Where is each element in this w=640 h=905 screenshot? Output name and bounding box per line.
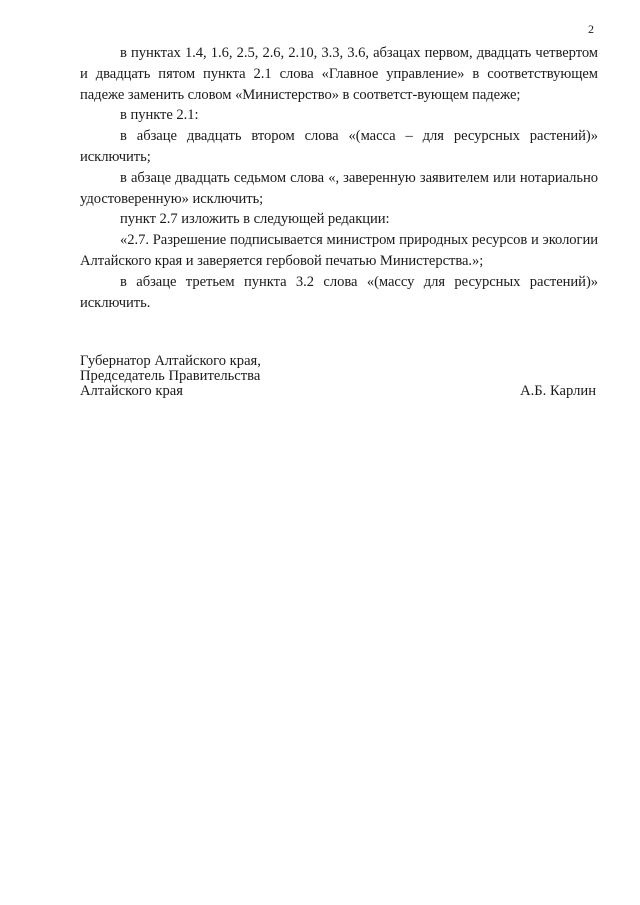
document-body: [80, 43, 598, 313]
paragraph-item-2-7-intro: пункт 2.7 изложить в следующей редакции:: [120, 211, 390, 228]
signature-title-line-3: Алтайского края: [80, 383, 183, 399]
paragraph-abzac-27: в абзаце двадцать седьмом слова «, заверенную заявителем или нотариально удостоверенную» исключить;: [80, 169, 598, 207]
signatory-name: А.Б. Карлин: [520, 383, 596, 399]
paragraph-replace-terms: в пунктах 1.4, 1.6, 2.5, 2.6, 2.10, 3.3, 3.6, абзацах первом, двадцать четвертом и двадцать пятом пункта 2.1 слова «Главное управление» в соответствующем падеже заменить словом «Министерство» в соответст-вующем падеже;: [80, 45, 598, 103]
signature-block: [80, 354, 598, 399]
paragraph-item-2-1: в пункте 2.1:: [120, 107, 199, 124]
signature-title-line-1: Губернатор Алтайского края,: [80, 353, 261, 369]
paragraph-abzac-22: в абзаце двадцать втором слова «(масса – для ресурсных растений)» исключить;: [80, 128, 598, 165]
page-number: 2: [588, 22, 594, 36]
paragraph-item-2-7-text: «2.7. Разрешение подписывается министром природных ресурсов и экологии Алтайского края и заверяется гербовой печатью Министерства.»;: [80, 232, 598, 269]
paragraph-item-3-2: в абзаце третьем пункта 3.2 слова «(массу для ресурсных растений)» исключить.: [80, 273, 598, 311]
signature-title-line-2: Председатель Правительства: [80, 368, 261, 384]
